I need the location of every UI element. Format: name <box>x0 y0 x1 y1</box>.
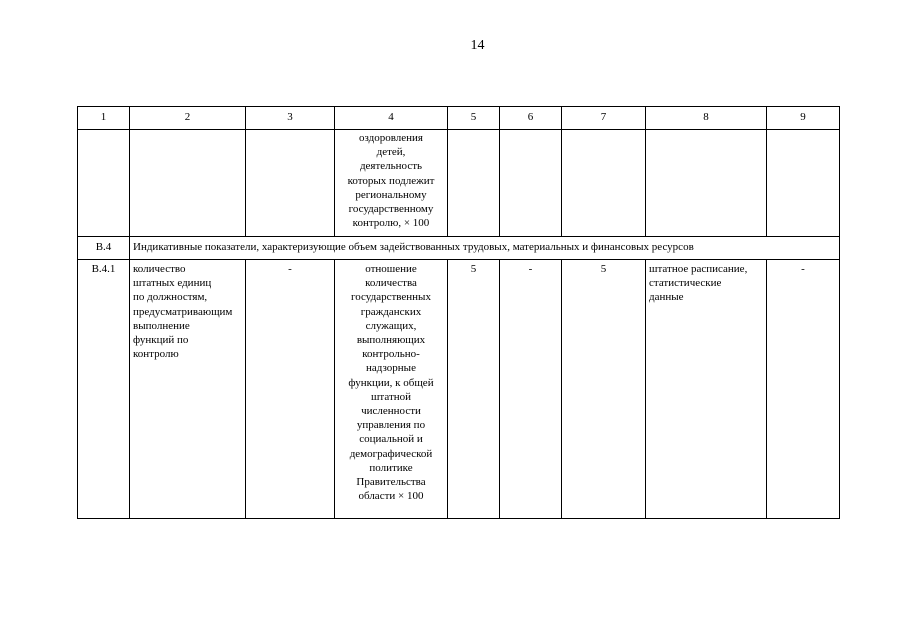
header-cell-4: 4 <box>335 107 448 130</box>
continued-cell-3 <box>246 130 335 237</box>
indicator-name: количество штатных единиц по должностям, предусматривающим выполнение функций по контролю <box>133 263 233 361</box>
indicator-col9: - <box>767 260 840 519</box>
page-number: 14 <box>470 38 485 53</box>
section-code: В.4 <box>78 237 130 260</box>
header-cell-7: 7 <box>562 107 646 130</box>
continued-cell-4 <box>335 130 448 237</box>
indicator-col5: 5 <box>448 260 500 519</box>
continued-cell-9 <box>767 130 840 237</box>
continued-cell-6 <box>500 130 562 237</box>
indicator-source: штатное расписание, статистические данные <box>649 263 748 304</box>
continued-cell-5 <box>448 130 500 237</box>
indicator-col6: - <box>500 260 562 519</box>
continued-cell-2 <box>130 130 246 237</box>
header-cell-3: 3 <box>246 107 335 130</box>
header-cell-5: 5 <box>448 107 500 130</box>
table-row-continued <box>78 130 840 237</box>
continued-cell-1 <box>78 130 130 237</box>
indicator-formula-cell <box>335 260 448 519</box>
table-row-indicator <box>78 260 840 519</box>
section-title: Индикативные показатели, характеризующие объем задействованных трудовых, материальных и финансовых ресурсов <box>130 237 840 260</box>
header-cell-2: 2 <box>130 107 246 130</box>
indicator-col7: 5 <box>562 260 646 519</box>
header-cell-1: 1 <box>78 107 130 130</box>
header-cell-6: 6 <box>500 107 562 130</box>
continued-cell-8 <box>646 130 767 237</box>
indicator-source-cell <box>646 260 767 519</box>
header-cell-8: 8 <box>646 107 767 130</box>
indicator-formula: отношение количества государственных гражданских служащих, выполняющих контрольно- надзорные функции, к общей штатной численности управления по социальной и демографической политике Правительства области × 100 <box>348 263 434 503</box>
table-row-section <box>78 237 840 260</box>
continued-formula-text: оздоровления детей, деятельность которых подлежит региональному государственному контролю, × 100 <box>347 132 435 230</box>
header-cell-9: 9 <box>767 107 840 130</box>
table-header-row <box>78 107 840 130</box>
indicator-col3: - <box>246 260 335 519</box>
indicator-code: В.4.1 <box>78 260 130 519</box>
indicator-name-cell <box>130 260 246 519</box>
continued-cell-7 <box>562 130 646 237</box>
indicators-table <box>77 106 840 519</box>
